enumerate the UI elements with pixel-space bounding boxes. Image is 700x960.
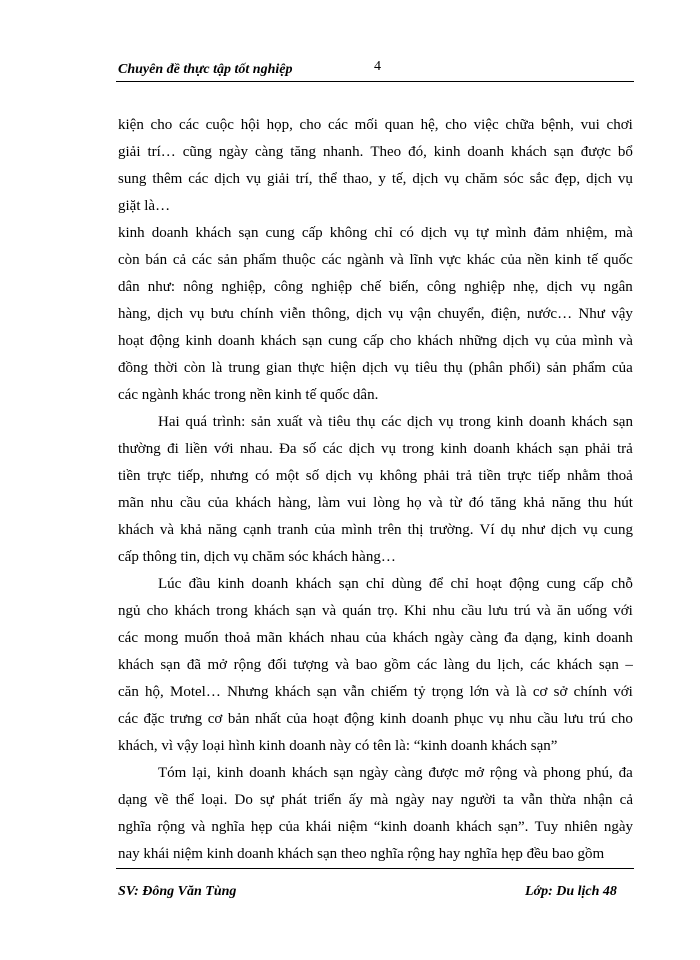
document-body	[118, 112, 633, 868]
page-number: 4	[374, 59, 381, 74]
text-line: ngủ cho khách trong khách sạn và quán trọ. Khi nhu cầu lưu trú và ăn uống với	[118, 603, 633, 619]
header-title: Chuyên đề thực tập tốt nghiệp	[118, 62, 293, 77]
text-line: thường đi liền với nhau. Đa số các dịch vụ trong kinh doanh khách sạn phải trả	[118, 441, 633, 457]
text-line: hàng, dịch vụ bưu chính viễn thông, dịch vụ vận chuyển, điện, nước… Như vậy	[118, 306, 633, 322]
text-line: khách và khả năng cạnh tranh của mình trên thị trường. Ví dụ như dịch vụ cung	[118, 522, 633, 538]
text-line: Lúc đầu kinh doanh khách sạn chỉ dùng để chỉ hoạt động cung cấp chỗ	[158, 576, 633, 592]
text-line: còn bán cả các sản phẩm thuộc các ngành và lĩnh vực khác của nền kinh tế quốc	[118, 252, 633, 268]
text-line: các mong muốn thoả mãn khách nhau của khách ngày càng đa dạng, kinh doanh	[118, 630, 633, 646]
text-line: giặt là…	[118, 198, 171, 214]
text-line: kinh doanh khách sạn cung cấp không chỉ có dịch vụ tự mình đảm nhiệm, mà	[118, 225, 633, 241]
header-rule	[116, 81, 634, 82]
text-line: dân như: nông nghiệp, công nghiệp chế biến, công nghiệp nhẹ, dịch vụ ngân	[118, 279, 633, 295]
text-line: cấp thông tin, dịch vụ chăm sóc khách hàng…	[118, 549, 396, 565]
text-line: tiền trực tiếp, nhưng có một số dịch vụ không phải trả tiền trực tiếp nhằm thoả	[118, 468, 633, 484]
text-line: khách, vì vậy loại hình kinh doanh này có tên là: “kinh doanh khách sạn”	[118, 738, 558, 754]
footer-class: Lớp: Du lịch 48	[525, 884, 617, 899]
text-line: khách sạn đã mở rộng đối tượng và bao gồm các làng du lịch, các khách sạn –	[118, 657, 633, 673]
text-line: nay khái niệm kinh doanh khách sạn theo nghĩa rộng hay nghĩa hẹp đều bao gồm	[118, 846, 605, 862]
text-line: đồng thời còn là trung gian thực hiện dịch vụ tiêu thụ (phân phối) sản phẩm của	[118, 360, 633, 376]
text-line: các ngành khác trong nền kinh tế quốc dân.	[118, 387, 379, 403]
text-line: sung thêm các dịch vụ giải trí, thể thao, y tế, dịch vụ chăm sóc sắc đẹp, dịch vụ	[118, 171, 633, 187]
text-line: hoạt động kinh doanh khách sạn cung cấp cho khách những dịch vụ của mình và	[118, 333, 633, 349]
text-line: dạng về thể loại. Do sự phát triển ấy mà ngày nay người ta vẫn thừa nhận cả	[118, 792, 633, 808]
text-line: giải trí… cũng ngày càng tăng nhanh. Theo đó, kinh doanh khách sạn được bổ	[118, 144, 633, 160]
text-line: căn hộ, Motel… Nhưng khách sạn vẫn chiếm tỷ trọng lớn và là cơ sở chính với	[118, 684, 633, 700]
footer-student: SV: Đông Văn Tùng	[118, 884, 237, 899]
text-line: nghĩa rộng và nghĩa hẹp của khái niệm “kinh doanh khách sạn”. Tuy nhiên ngày	[118, 819, 633, 835]
text-line: các đặc trưng cơ bản nhất của hoạt động kinh doanh phục vụ nhu cầu lưu trú cho	[118, 711, 633, 727]
text-line: Hai quá trình: sản xuất và tiêu thụ các dịch vụ trong kinh doanh khách sạn	[158, 414, 633, 430]
footer-rule	[116, 868, 634, 869]
text-line: kiện cho các cuộc hội họp, cho các mối quan hệ, cho việc chữa bệnh, vui chơi	[118, 117, 633, 133]
text-line: Tóm lại, kinh doanh khách sạn ngày càng được mở rộng và phong phú, đa	[158, 765, 633, 781]
text-line: mãn nhu cầu của khách hàng, làm vui lòng họ và từ đó tăng khả năng thu hút	[118, 495, 633, 511]
